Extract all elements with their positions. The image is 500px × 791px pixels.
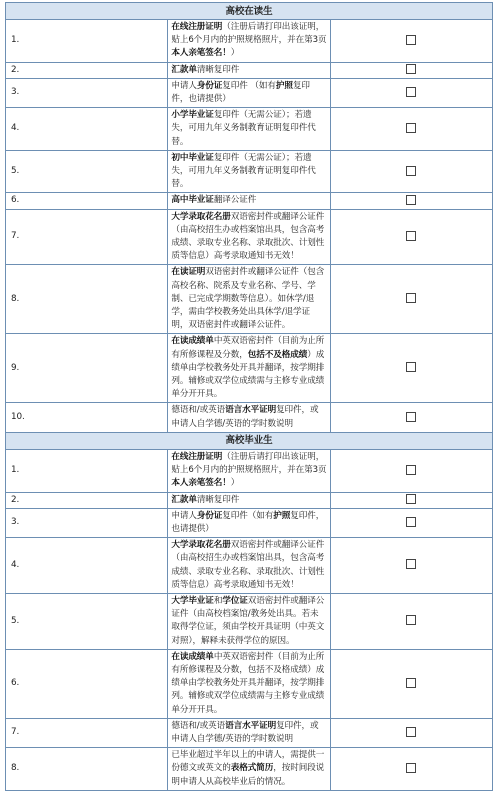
- row-description: [168, 193, 330, 209]
- document-checklist-table: [5, 2, 493, 791]
- checkbox[interactable]: [406, 64, 416, 74]
- emphasis-text: 在线注册证明: [171, 22, 223, 32]
- section-title: 高校毕业生: [6, 432, 493, 449]
- row-description: [168, 748, 330, 791]
- emphasis-text: 语言水平证明: [225, 720, 277, 731]
- section-header: [6, 3, 493, 20]
- description-text: 德语和/或英语: [171, 405, 226, 416]
- description-text: 双语密封件或翻译公证件（由高校档案馆/教务处出具。若未取得学位证，须由学校开具证明（中英文对照），解释未获得学位的原因。: [171, 595, 325, 646]
- checkbox[interactable]: [406, 465, 416, 475]
- emphasis-text: 大学录取花名册: [171, 540, 231, 551]
- description-text: 中英双语密封件（目前为止所有所修课程及分数，包括不及格成绩）成绩单由学校教务处开具并翻译，按学期排列。辅修或双学位成绩需与主修专业成绩单分开开具。: [171, 651, 325, 715]
- row-description: [168, 62, 330, 78]
- emphasis-text: 大学录取花名册: [171, 211, 231, 222]
- row-number: 2.: [6, 62, 168, 78]
- row-number: 8.: [6, 265, 168, 334]
- checklist-row: [6, 209, 493, 265]
- row-number: 5.: [6, 593, 168, 649]
- checkbox[interactable]: [406, 763, 416, 773]
- emphasis-text: 高中毕业证: [171, 195, 214, 206]
- checkbox-cell: [330, 718, 492, 747]
- checkbox[interactable]: [406, 166, 416, 176]
- checklist-row: [6, 150, 493, 193]
- description-text: 中英双语密封件（目前为止所有所修课程及分数，: [171, 336, 325, 360]
- emphasis-text: 在读证明: [171, 267, 206, 278]
- checkbox[interactable]: [406, 678, 416, 688]
- description-text: 复印件（无需公证）；若遗失，可用九年义务制教育证明复印件代替。: [171, 152, 316, 190]
- checkbox-cell: [330, 150, 492, 193]
- row-number: 7.: [6, 718, 168, 747]
- checkbox[interactable]: [406, 231, 416, 241]
- checkbox-cell: [330, 62, 492, 78]
- checkbox[interactable]: [406, 293, 416, 303]
- checkbox[interactable]: [406, 517, 416, 527]
- emphasis-text: 身份证: [196, 80, 223, 91]
- row-number: 8.: [6, 748, 168, 791]
- row-number: 1.: [6, 20, 168, 63]
- checkbox[interactable]: [406, 35, 416, 45]
- checkbox[interactable]: [406, 195, 416, 205]
- description-text: 复印件（如有: [222, 510, 274, 521]
- description-text: 德语和/或英语: [171, 720, 226, 731]
- checkbox-cell: [330, 449, 492, 492]
- row-number: 5.: [6, 150, 168, 193]
- checkbox-cell: [330, 593, 492, 649]
- checklist-row: [6, 593, 493, 649]
- checkbox-cell: [330, 492, 492, 508]
- emphasis-text: 在线注册证明: [171, 451, 223, 462]
- checkbox[interactable]: [406, 559, 416, 569]
- description-text: 复印件 （如有: [222, 80, 276, 91]
- checkbox-cell: [330, 508, 492, 537]
- description-text: （注册后请打印出该证明，贴上6个月内的护照规格照片，并在第3页: [171, 22, 327, 46]
- checkbox-cell: [330, 209, 492, 265]
- emphasis-text: 本人亲笔签名！: [171, 48, 231, 59]
- emphasis-text: 汇款单: [171, 494, 197, 505]
- checklist-row: [6, 508, 493, 537]
- section-header: [6, 432, 493, 449]
- description-text: 双语密封件或翻译公证件（由高校招生办或档案馆出具，包含高考成绩、录取专业名称、录取批次、计划性质等信息）高考录取通知书无效！: [171, 540, 325, 590]
- description-text: ，按时间段说明申请人从高校毕业后的情况。: [171, 763, 325, 787]
- checklist-row: [6, 449, 493, 492]
- emphasis-text: 在读成绩单: [171, 651, 214, 662]
- checklist-row: [6, 403, 493, 432]
- checkbox-cell: [330, 334, 492, 403]
- description-text: 复印件（无需公证）；若遗失，可用九年义务制教育证明复印件代替。: [171, 110, 316, 147]
- row-description: [168, 538, 330, 594]
- emphasis-text: 护照: [273, 510, 291, 521]
- row-description: [168, 449, 330, 492]
- checklist-row: [6, 108, 493, 151]
- row-description: [168, 403, 330, 432]
- checkbox-cell: [330, 78, 492, 107]
- checkbox-cell: [330, 748, 492, 791]
- emphasis-text: 汇款单: [171, 64, 197, 75]
- row-number: 4.: [6, 538, 168, 594]
- emphasis-text: 大学毕业证: [171, 595, 214, 606]
- row-number: 4.: [6, 108, 168, 151]
- row-number: 9.: [6, 334, 168, 403]
- description-text: 已毕业超过半年以上的申请人，需提供一份德文或英文的: [171, 750, 325, 774]
- row-description: [168, 334, 330, 403]
- checklist-body: [6, 3, 493, 791]
- description-text: 双语密封件或翻译公证件（包含高校名称、院系及专业名称、学号、学制、已完成学期数等信息）。如休学/退学，需由学校教务处出具休学/退学证明，双语密封件或翻译公证件。: [171, 267, 325, 331]
- checklist-row: [6, 265, 493, 334]
- checkbox-cell: [330, 20, 492, 63]
- description-text: 翻译公证件: [213, 195, 257, 206]
- row-description: [168, 593, 330, 649]
- checklist-row: [6, 193, 493, 209]
- checkbox-cell: [330, 538, 492, 594]
- row-number: 3.: [6, 78, 168, 107]
- description-text: （注册后请打印出该证明，贴上6个月内的护照规格照片，并在第3页: [171, 451, 327, 476]
- row-description: [168, 718, 330, 747]
- emphasis-text: 在读成绩单: [171, 336, 214, 347]
- row-description: [168, 78, 330, 107]
- row-description: [168, 492, 330, 508]
- checklist-row: [6, 718, 493, 747]
- checkbox[interactable]: [406, 727, 416, 737]
- row-number: 2.: [6, 492, 168, 508]
- checkbox-cell: [330, 649, 492, 718]
- row-number: 6.: [6, 193, 168, 209]
- row-description: [168, 265, 330, 334]
- checkbox-cell: [330, 108, 492, 151]
- checklist-row: [6, 20, 493, 63]
- checkbox[interactable]: [406, 494, 416, 504]
- description-text: 复印件，或申请人自学德/英语的学时数说明: [171, 720, 319, 744]
- description-text: ）: [230, 478, 240, 489]
- emphasis-text: 包括不及格成绩: [247, 349, 308, 360]
- checkbox[interactable]: [406, 362, 416, 372]
- row-number: 10.: [6, 403, 168, 432]
- row-number: 1.: [6, 449, 168, 492]
- emphasis-text: 表格式简历: [230, 763, 274, 774]
- section-title: 高校在读生: [6, 3, 493, 20]
- description-text: 复印件，也请提供）: [171, 80, 310, 105]
- checklist-row: [6, 649, 493, 718]
- row-description: [168, 649, 330, 718]
- checklist-row: [6, 78, 493, 107]
- checkbox-cell: [330, 265, 492, 334]
- emphasis-text: 身份证: [196, 510, 223, 521]
- checklist-row: [6, 748, 493, 791]
- row-description: [168, 20, 330, 63]
- row-description: [168, 209, 330, 265]
- row-description: [168, 508, 330, 537]
- description-text: ）成绩单由学校教务处开具并翻译，按学期排列。辅修或双学位成绩需与主修专业成绩单分开开具。: [171, 349, 325, 400]
- emphasis-text: 小学毕业证: [171, 110, 214, 121]
- emphasis-text: 护照: [275, 80, 293, 91]
- checklist-row: [6, 538, 493, 594]
- checkbox-cell: [330, 403, 492, 432]
- emphasis-text: 本人亲笔签名！: [171, 478, 231, 489]
- description-text: 申请人: [171, 80, 197, 91]
- emphasis-text: 语言水平证明: [225, 405, 277, 416]
- description-text: 申请人: [171, 510, 197, 521]
- emphasis-text: 学位证: [222, 595, 248, 606]
- row-description: [168, 108, 330, 151]
- checkbox[interactable]: [406, 615, 416, 625]
- description-text: 清晰复印件: [196, 494, 240, 505]
- checkbox-cell: [330, 193, 492, 209]
- checkbox[interactable]: [406, 87, 416, 97]
- description-text: 复印件，或申请人自学德/英语的学时数说明: [171, 405, 319, 429]
- description-text: 清晰复印件: [196, 64, 240, 75]
- checklist-row: [6, 334, 493, 403]
- row-number: 7.: [6, 209, 168, 265]
- description-text: 双语密封件或翻译公证件（由高校招生办或档案馆出具，包含高考成绩、录取专业名称、录取批次、计划性质等信息）高考录取通知书无效！: [171, 211, 325, 262]
- row-number: 3.: [6, 508, 168, 537]
- checkbox[interactable]: [406, 412, 416, 422]
- description-text: 复印件，也请提供）: [171, 510, 325, 534]
- checkbox[interactable]: [406, 123, 416, 133]
- description-text: 和: [213, 595, 223, 606]
- checklist-row: [6, 62, 493, 78]
- row-description: [168, 150, 330, 193]
- emphasis-text: 初中毕业证: [171, 152, 214, 163]
- checklist-row: [6, 492, 493, 508]
- description-text: ）: [230, 48, 240, 59]
- row-number: 6.: [6, 649, 168, 718]
